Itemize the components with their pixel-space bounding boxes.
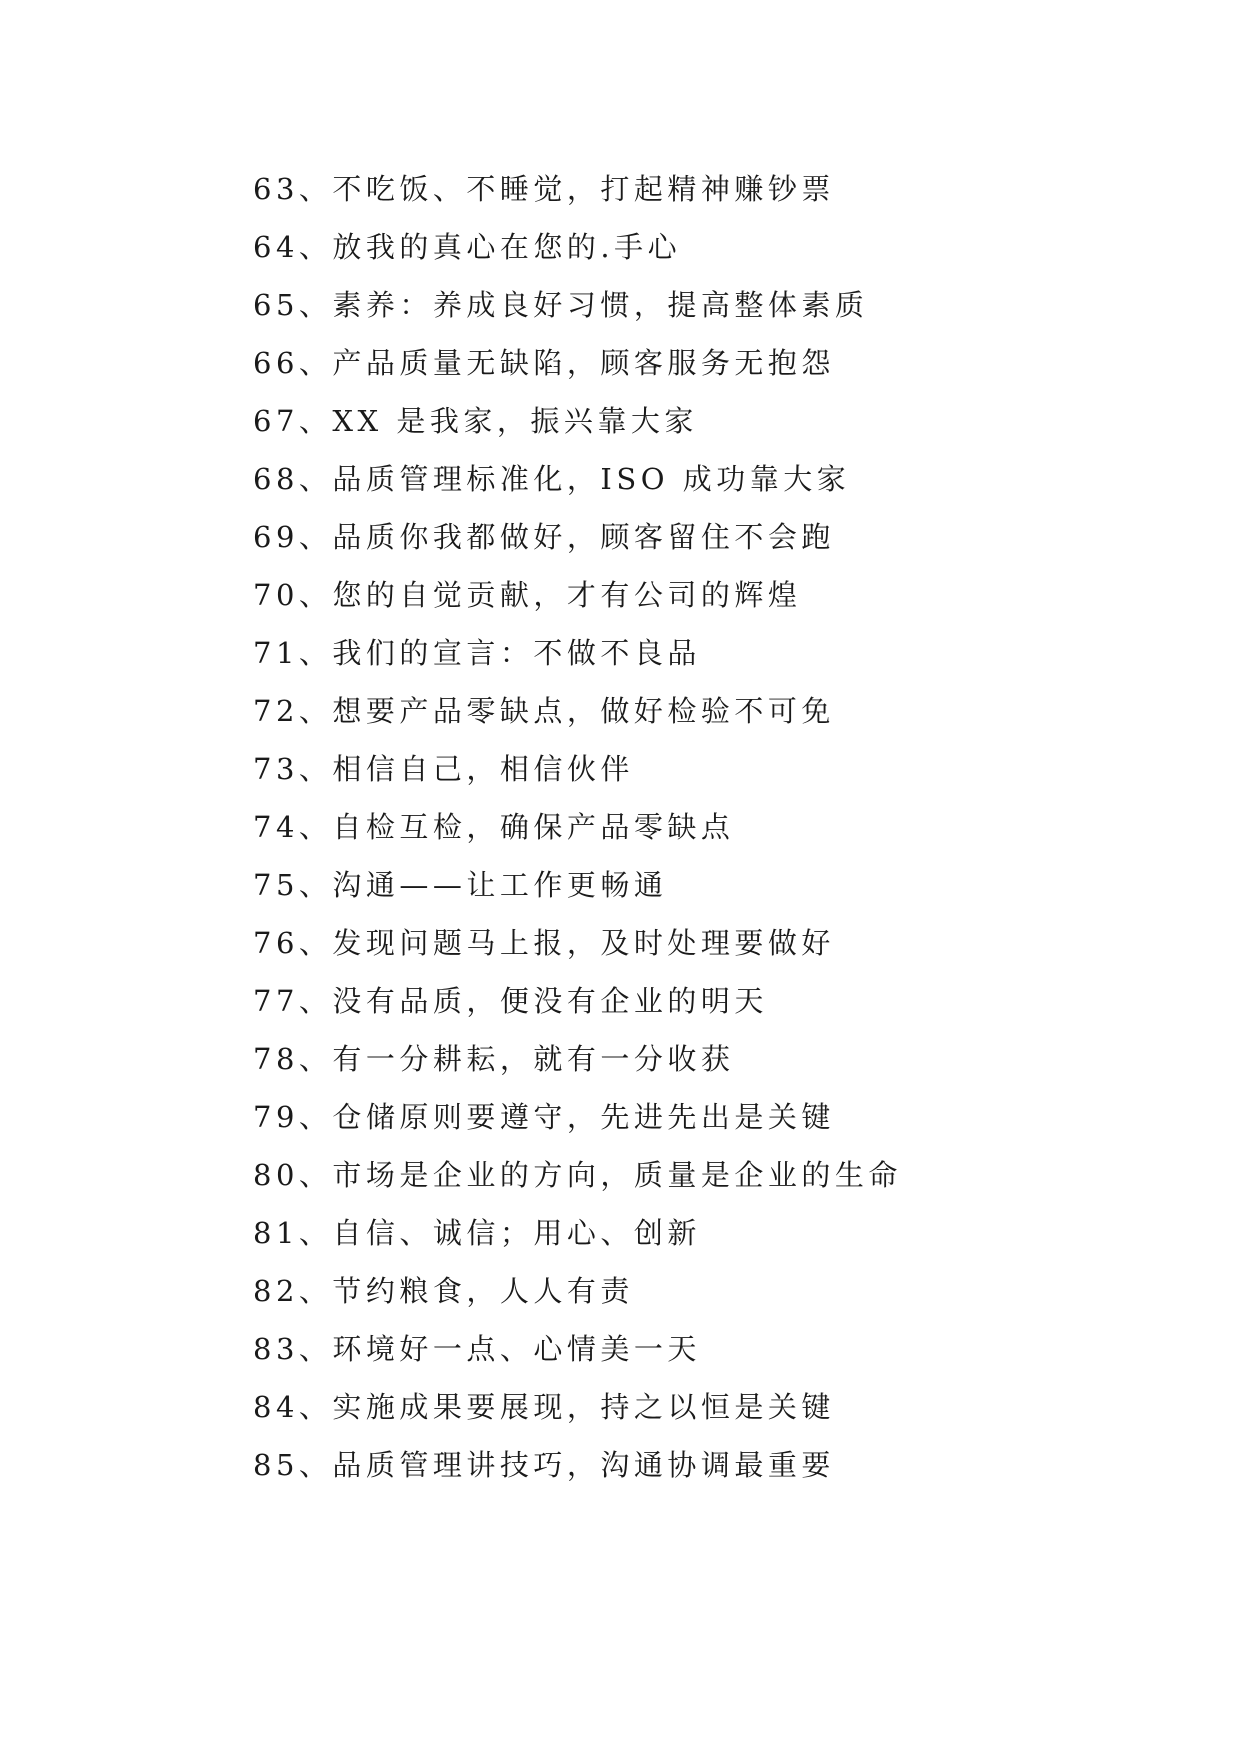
slogan-line: 69、品质你我都做好，顾客留住不会跑: [253, 520, 835, 554]
slogan-line: 75、沟通——让工作更畅通: [253, 868, 668, 902]
slogan-line: 65、素养：养成良好习惯，提高整体素质: [253, 288, 869, 322]
slogan-line: 83、环境好一点、心情美一天: [253, 1332, 701, 1366]
slogan-line: 68、品质管理标准化，ISO 成功靠大家: [253, 462, 851, 496]
slogan-line: 70、您的自觉贡献，才有公司的辉煌: [253, 578, 802, 612]
slogan-line: 84、实施成果要展现，持之以恒是关键: [253, 1390, 835, 1424]
slogan-line: 67、XX 是我家，振兴靠大家: [253, 404, 698, 438]
slogan-line: 80、市场是企业的方向，质量是企业的生命: [253, 1158, 902, 1192]
slogan-line: 73、相信自己，相信伙伴: [253, 752, 634, 786]
slogan-line: 71、我们的宣言：不做不良品: [253, 636, 701, 670]
slogan-line: 63、不吃饭、不睡觉，打起精神赚钞票: [253, 172, 835, 206]
slogan-line: 77、没有品质，便没有企业的明天: [253, 984, 768, 1018]
slogan-line: 85、品质管理讲技巧，沟通协调最重要: [253, 1448, 835, 1482]
slogan-line: 81、自信、诚信；用心、创新: [253, 1216, 701, 1250]
slogan-line: 72、想要产品零缺点，做好检验不可免: [253, 694, 835, 728]
slogan-line: 79、仓储原则要遵守，先进先出是关键: [253, 1100, 835, 1134]
slogan-line: 66、产品质量无缺陷，顾客服务无抱怨: [253, 346, 835, 380]
slogan-line: 64、放我的真心在您的.手心: [253, 230, 682, 264]
slogan-line: 82、节约粮食，人人有责: [253, 1274, 634, 1308]
slogan-list: [253, 160, 1153, 1494]
slogan-line: 74、自检互检，确保产品零缺点: [253, 810, 735, 844]
slogan-line: 76、发现问题马上报，及时处理要做好: [253, 926, 835, 960]
slogan-line: 78、有一分耕耘，就有一分收获: [253, 1042, 735, 1076]
